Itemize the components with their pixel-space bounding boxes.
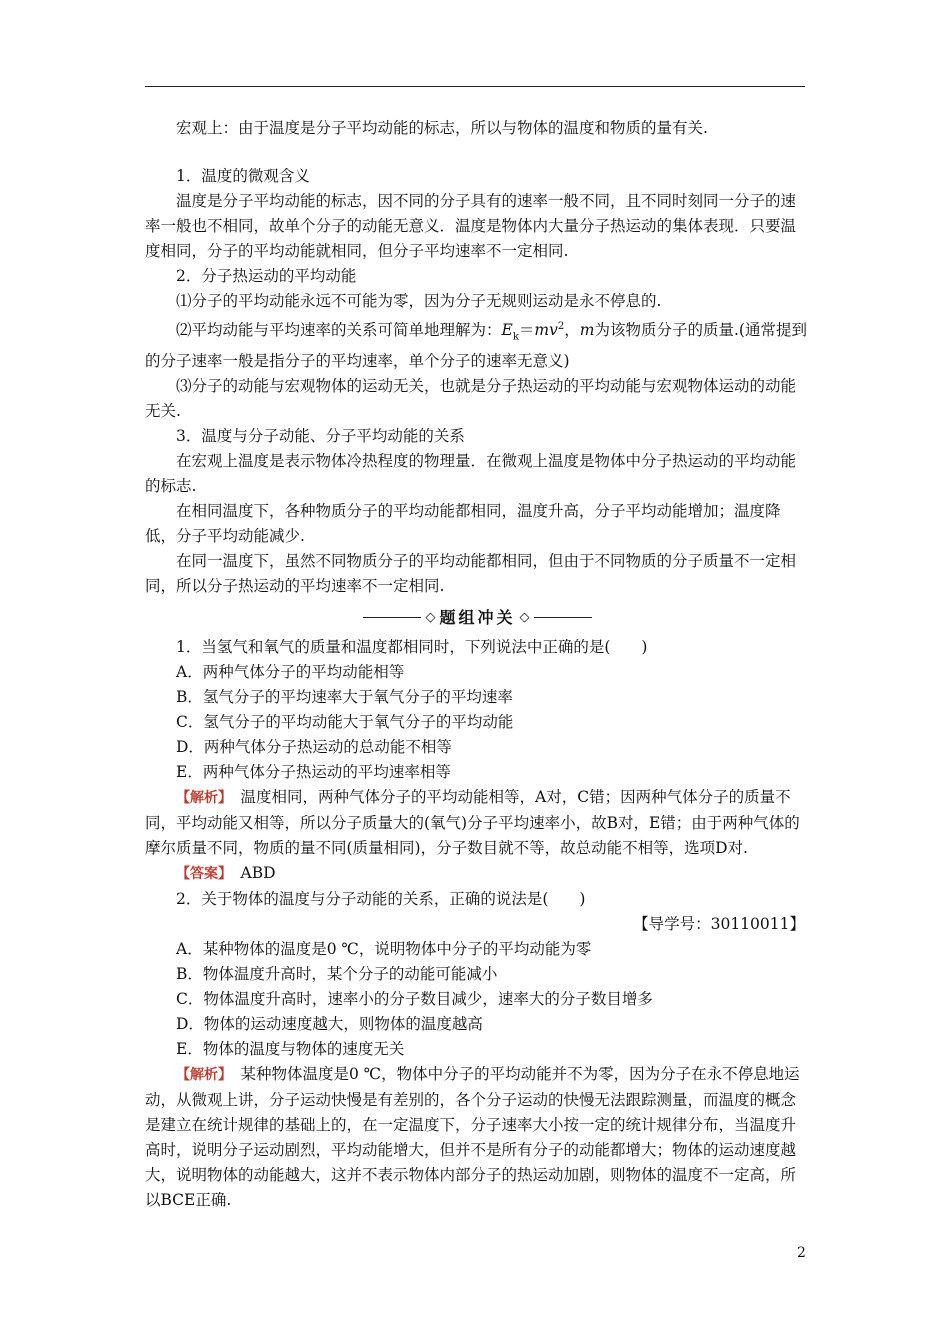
- formula-e: E: [501, 321, 513, 340]
- question-2-option: B．物体温度升高时，某个分子的动能可能减小: [176, 965, 498, 984]
- section-2-point-3: ⑶分子的动能与宏观物体的运动无关，也就是分子热运动的平均动能与宏观物体运动的动能无关.: [145, 377, 797, 421]
- section-3-para-3: 在同一温度下，虽然不同物质分子的平均动能都相同，但由于不同物质的分子质量不一定相同，所以分子热运动的平均速率不一定相同.: [145, 552, 797, 596]
- section-1-body: 温度是分子平均动能的标志，因不同的分子具有的速率一般不同，且不同时刻同一分子的速率一般也不相同，故单个分子的动能无意义．温度是物体内大量分子热运动的集体表现．只要温度相同，分子的平均动能就相同，但分子平均速率不一定相同.: [145, 192, 797, 260]
- var-m: m: [579, 321, 595, 340]
- page-content: [145, 116, 810, 1213]
- section-2-point-2-lead: ⑵平均动能与平均速率的关系可简单地理解为：: [176, 321, 502, 340]
- divider-line-left: [363, 617, 421, 618]
- question-1-answer: [145, 861, 810, 887]
- spacer: [145, 141, 810, 164]
- formula-sup: 2: [557, 321, 565, 332]
- question-1-option: A．两种气体分子的平均动能相等: [176, 663, 405, 682]
- section-1-title: 1．温度的微观含义: [176, 167, 310, 185]
- formula-sep: ，: [564, 321, 580, 340]
- question-2-option: A．某种物体的温度是0 ℃，说明物体中分子的平均动能为零: [176, 940, 592, 959]
- para-macro: 宏观上：由于温度是分子平均动能的标志，所以与物体的温度和物质的量有关.: [176, 119, 708, 137]
- diamond-icon: ◇: [425, 609, 436, 625]
- question-1-option: B．氢气分子的平均速率大于氧气分子的平均速率: [176, 688, 513, 707]
- section-2-point-2-tail: 为该物质分子的质量.(通常提到的分子速率一般是指分子的平均速率，单个分子的速率无意义): [145, 321, 807, 371]
- formula-equals: ＝: [518, 321, 535, 340]
- question-2-option: D．物体的运动速度越大，则物体的温度越高: [176, 1015, 483, 1034]
- formula-mv: mv: [534, 321, 558, 340]
- analysis-tag: 【解析】: [176, 790, 225, 807]
- section-divider: [145, 602, 810, 632]
- section-2-point-2: [145, 314, 810, 374]
- analysis-text: 某种物体温度是0 ℃，物体中分子的平均动能并不为零，因为分子在永不停息地运动，从微观上讲，分子运动快慢是有差别的，各个分子运动的快慢无法跟踪测量，而温度的概念是建立在统计规律的基础上的，在一定温度下，分子速率大小按一定的统计规律分布，当温度升高时，说明分子运动剧烈，平均动能增大，但并不是所有分子的动能都增大；物体的运动速度越大，说明物体的动能越大，这并不表示物体内部分子的热运动加剧，则物体的温度不一定高，所以BCE正确.: [145, 1065, 800, 1210]
- page-number: 2: [797, 1245, 806, 1261]
- section-2-point-1: ⑴分子的平均动能永远不可能为零，因为分子无规则运动是永不停息的.: [176, 292, 662, 310]
- header-rule: [145, 86, 805, 87]
- question-1-option: C．氢气分子的平均动能大于氧气分子的平均动能: [176, 713, 514, 732]
- analysis-text: 温度相同，两种气体分子的平均动能相等，A对，C错；因两种气体分子的质量不同，平均动能又相等，所以分子质量大的(氧气)分子平均速率小，故B对，E错；由于两种气体的摩尔质量不同，物质的量不同(质量相同)，分子数目就不等，故总动能不相等，选项D对.: [145, 788, 800, 858]
- answer-text: ABD: [240, 864, 276, 883]
- formula-sub: k: [512, 331, 519, 343]
- diamond-icon: ◇: [519, 609, 530, 625]
- question-2-option: C．物体温度升高时，速率小的分子数目减少，速率大的分子数目增多: [176, 990, 653, 1009]
- answer-tag: 【答案】: [176, 866, 225, 883]
- question-2-option: E．物体的温度与物体的速度无关: [176, 1040, 405, 1059]
- divider-line-right: [534, 617, 592, 618]
- question-2-stem: 2．关于物体的温度与分子动能的关系，正确的说法是( ): [176, 890, 586, 909]
- analysis-tag: 【解析】: [176, 1067, 225, 1084]
- section-3-para-2: 在相同温度下，各种物质分子的平均动能都相同，温度升高，分子平均动能增加；温度降低，分子平均动能减少.: [145, 502, 781, 546]
- question-1-option: E．两种气体分子热运动的平均速率相等: [176, 763, 451, 782]
- question-1-option: D．两种气体分子热运动的总动能不相等: [176, 738, 452, 757]
- question-2-analysis: [145, 1062, 810, 1213]
- divider-title: 题组冲关: [439, 607, 516, 627]
- section-3-para-1: 在宏观上温度是表示物体冷热程度的物理量．在微观上温度是物体中分子热运动的平均动能的标志.: [145, 452, 797, 496]
- section-2-title: 2．分子热运动的平均动能: [176, 267, 357, 285]
- question-1-analysis: [145, 785, 810, 861]
- guide-number: 【导学号：30110011】: [633, 915, 805, 934]
- question-1-stem: 1．当氢气和氧气的质量和温度都相同时，下列说法中正确的是( ): [176, 638, 648, 657]
- section-3-title: 3．温度与分子动能、分子平均动能的关系: [176, 427, 465, 446]
